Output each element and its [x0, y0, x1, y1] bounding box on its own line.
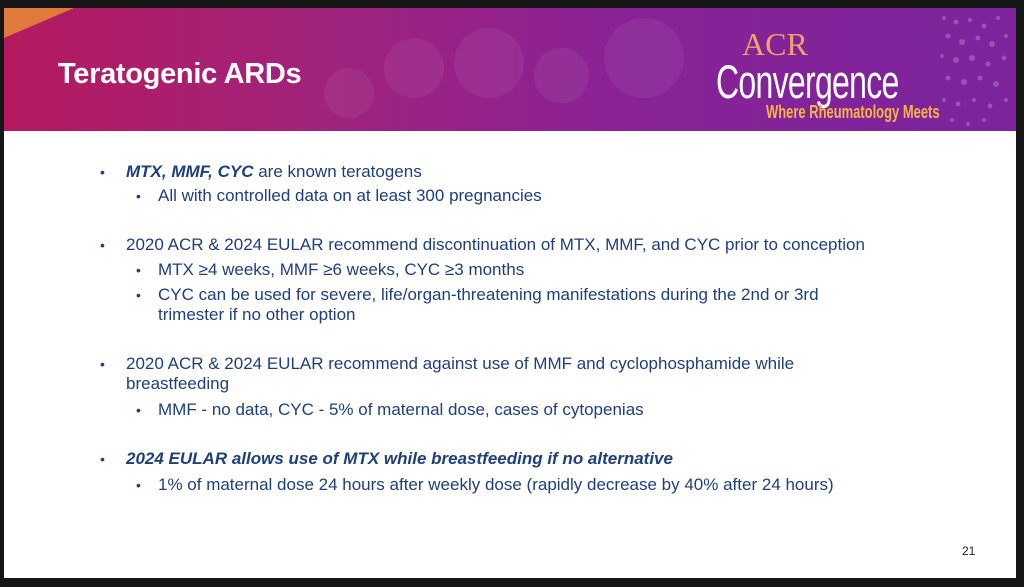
logo-tagline: Where Rheumatology Meets — [766, 102, 940, 122]
sub-bullet-item — [136, 285, 819, 305]
page-number: 21 — [962, 544, 976, 558]
bullet-emphasis: 2024 EULAR allows use of MTX while breastfeeding if no alternative — [126, 449, 673, 468]
bullet-text: 2020 ACR & 2024 EULAR recommend discontinuation of MTX, MMF, and CYC prior to conception — [126, 235, 865, 254]
sub-bullet-item — [136, 475, 834, 495]
sub-bullet-item — [136, 260, 525, 280]
title-banner — [4, 8, 1016, 131]
slide-title: Teratogenic ARDs — [58, 58, 302, 90]
bullet-marker: • — [136, 402, 141, 418]
sub-bullet-text: MMF - no data, CYC - 5% of maternal dose, cases of cytopenias — [158, 400, 644, 419]
corner-ornament — [4, 8, 74, 38]
bullet-marker: • — [100, 356, 105, 372]
bullet-item — [100, 162, 422, 182]
sub-bullet-text: trimester if no other option — [158, 305, 356, 324]
bullet-text: breastfeeding — [126, 374, 230, 393]
sub-bullet-item — [136, 186, 542, 206]
bullet-continuation — [126, 374, 229, 394]
bullet-marker: • — [100, 451, 105, 467]
bullet-text: are known teratogens — [253, 162, 422, 181]
slide — [4, 8, 1016, 578]
sub-bullet-text: CYC can be used for severe, life/organ-threatening manifestations during the 2nd or 3rd — [158, 285, 819, 304]
acr-convergence-logo — [716, 26, 946, 126]
bubble-decoration — [384, 38, 444, 98]
dot-pattern-decoration — [934, 8, 1016, 131]
bullet-item — [100, 235, 865, 255]
bubble-decoration — [324, 68, 374, 118]
bullet-text: 2020 ACR & 2024 EULAR recommend against use of MMF and cyclophosphamide while — [126, 354, 795, 373]
bullet-marker: • — [100, 237, 105, 253]
sub-bullet-text: All with controlled data on at least 300 pregnancies — [158, 186, 542, 205]
sub-bullet-continuation — [158, 305, 355, 325]
sub-bullet-text: MTX ≥4 weeks, MMF ≥6 weeks, CYC ≥3 months — [158, 260, 525, 279]
bullet-marker: • — [100, 164, 105, 180]
bullet-marker: • — [136, 262, 141, 278]
bullet-marker: • — [136, 287, 141, 303]
bullet-emphasis: MTX, MMF, CYC — [126, 162, 254, 181]
bullet-marker: • — [136, 188, 141, 204]
logo-acr-text: ACR — [742, 26, 808, 62]
bullet-item — [100, 449, 673, 469]
bullet-item — [100, 354, 795, 374]
bubble-decoration — [604, 18, 684, 98]
bubble-decoration — [454, 28, 524, 98]
bullet-marker: • — [136, 477, 141, 493]
logo-convergence-text: Convergence — [716, 55, 899, 108]
bubble-decoration — [534, 48, 589, 103]
sub-bullet-text: 1% of maternal dose 24 hours after weekly dose (rapidly decrease by 40% after 24 hours) — [158, 475, 834, 494]
sub-bullet-item — [136, 400, 644, 420]
